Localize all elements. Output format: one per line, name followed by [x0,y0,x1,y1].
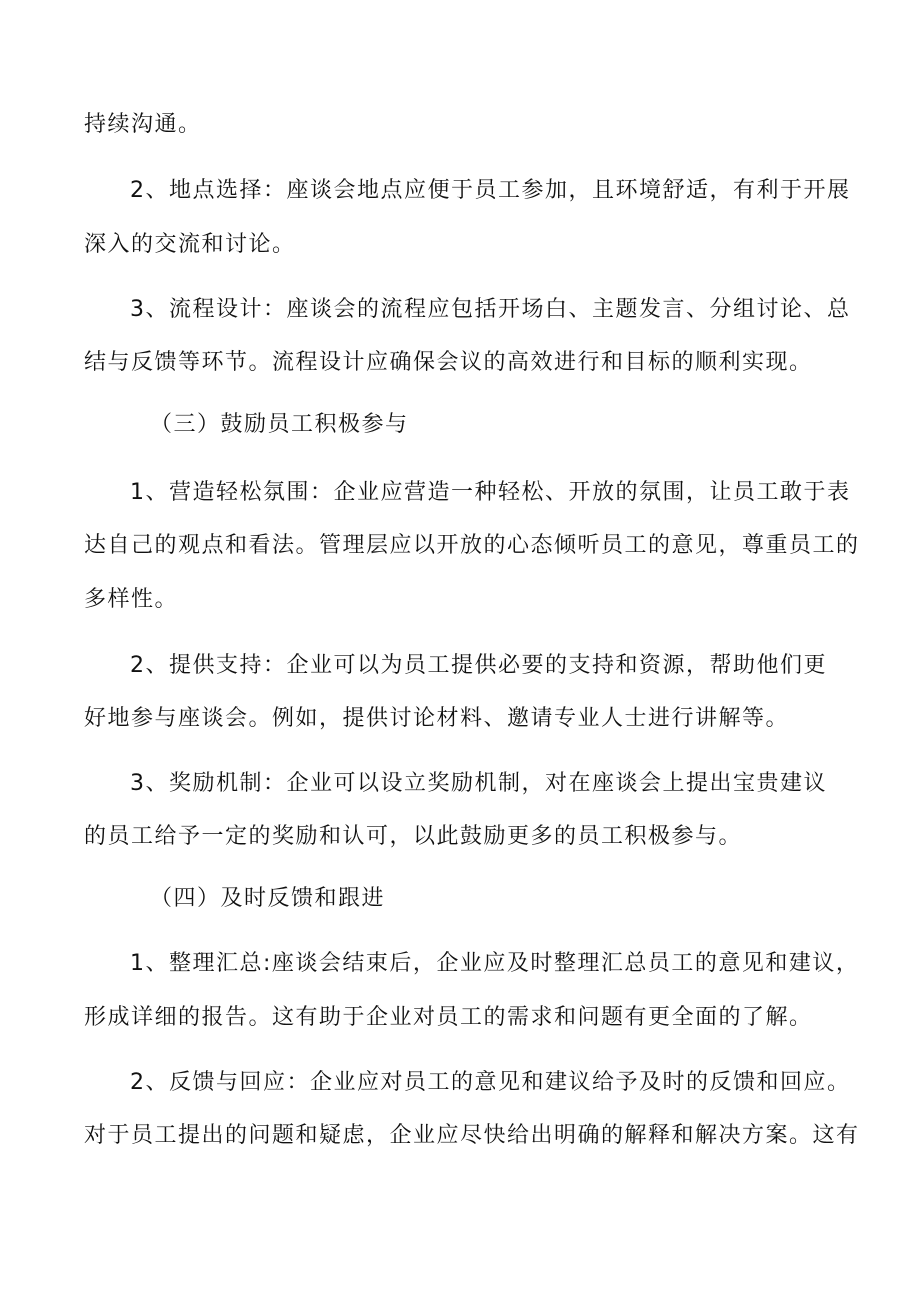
text-line: 多样性。 [84,587,179,612]
text-line: 对于员工提出的问题和疑虑，企业应尽快给出明确的解释和解决方案。这有 [84,1123,860,1148]
text-line: 1、营造轻松氛围：企业应营造一种轻松、开放的氛围，让员工敢于表 [130,480,851,505]
text-line: 2、提供支持：企业可以为员工提供必要的支持和资源，帮助他们更 [130,653,827,678]
text-line: 的员工给予一定的奖励和认可，以此鼓励更多的员工积极参与。 [84,824,743,849]
section-heading: （四）及时反馈和跟进 [150,886,386,911]
text-line: 2、反馈与回应：企业应对员工的意见和建议给予及时的反馈和回应。 [130,1070,851,1095]
text-line: 持续沟通。 [84,112,202,137]
text-line: 达自己的观点和看法。管理层应以开放的心态倾听员工的意见，尊重员工的 [84,533,860,558]
text-line: 深入的交流和讨论。 [84,232,296,257]
text-line: 2、地点选择：座谈会地点应便于员工参加，且环境舒适，有利于开展 [130,178,851,203]
text-line: 结与反馈等环节。流程设计应确保会议的高效进行和目标的顺利实现。 [84,350,813,375]
text-line: 3、奖励机制：企业可以设立奖励机制，对在座谈会上提出宝贵建议 [130,771,827,796]
text-line: 3、流程设计：座谈会的流程应包括开场白、主题发言、分组讨论、总 [130,297,851,322]
text-line: 1、整理汇总:座谈会结束后，企业应及时整理汇总员工的意见和建议， [130,951,860,976]
text-line: 好地参与座谈会。例如，提供讨论材料、邀请专业人士进行讲解等。 [84,706,790,731]
text-line: 形成详细的报告。这有助于企业对员工的需求和问题有更全面的了解。 [84,1005,813,1030]
section-heading: （三）鼓励员工积极参与 [150,412,409,437]
